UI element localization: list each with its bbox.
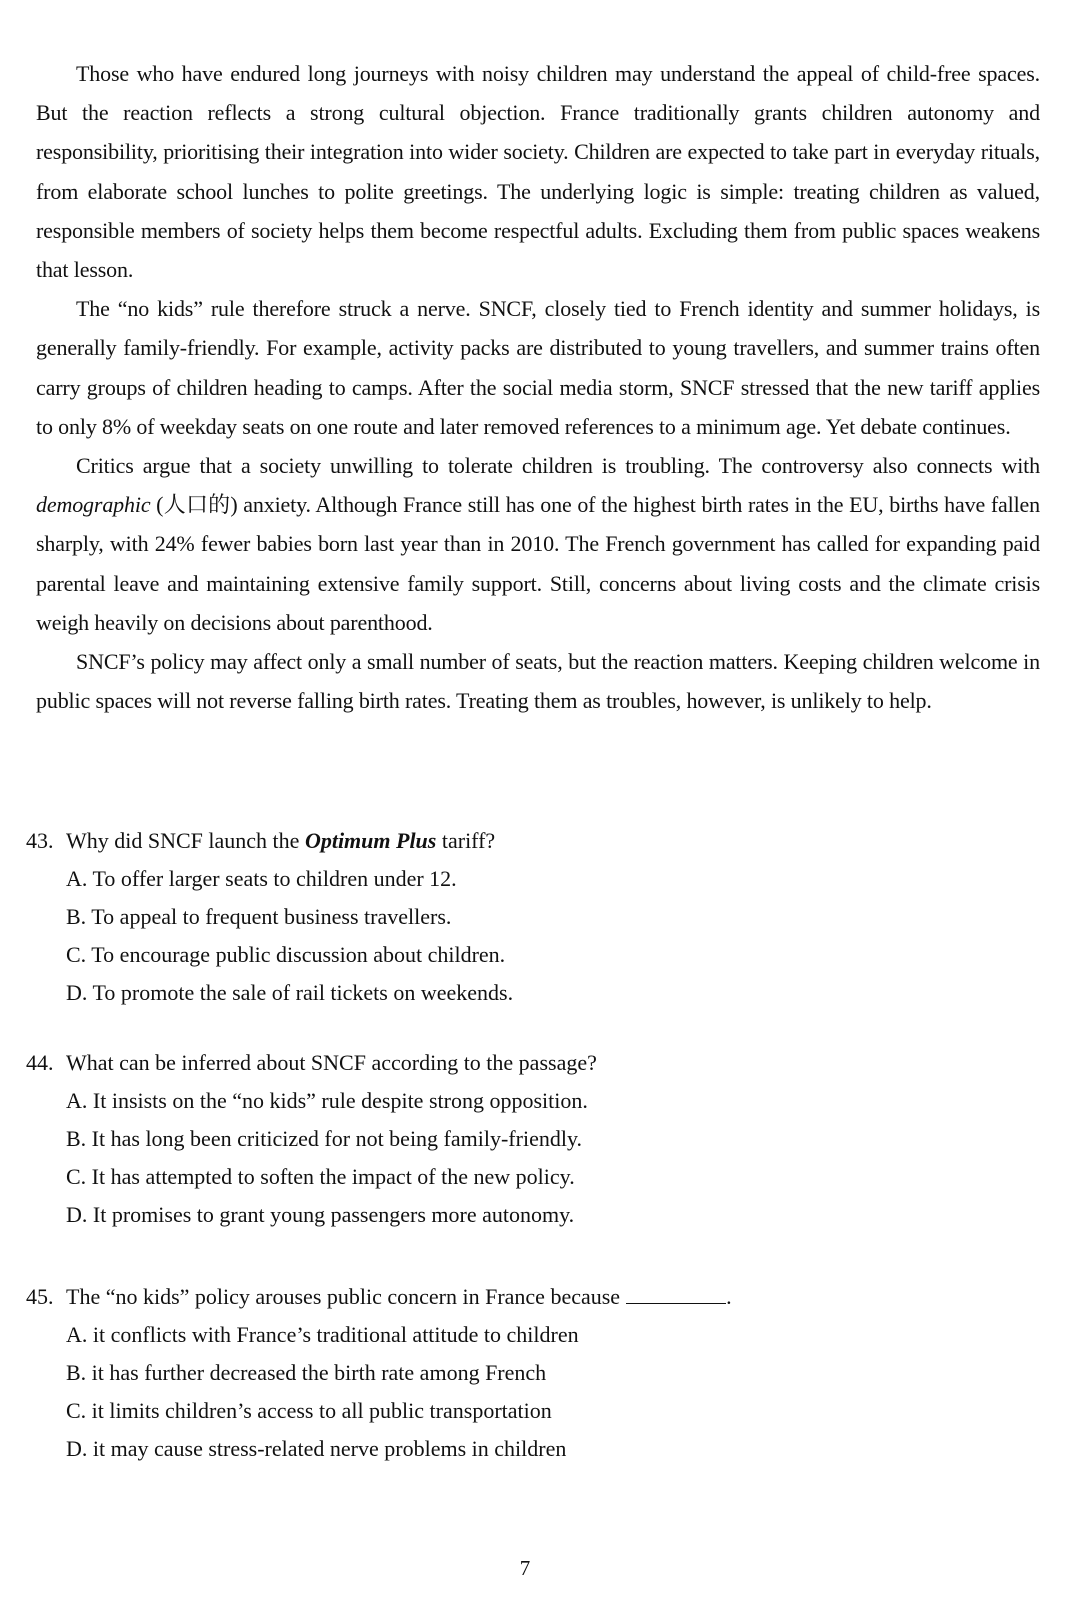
question-45 [0,1278,1080,1468]
question-number: 45. [26,1284,54,1309]
question-44 [0,1044,1080,1234]
question-number: 43. [26,828,54,853]
answer-option-d: D. it may cause stress-related nerve problems in children [66,1436,567,1461]
page-number: 7 [519,1556,531,1580]
reading-passage [36,54,1040,720]
answer-option-d: D. It promises to grant young passengers more autonomy. [66,1202,575,1227]
answer-option-c: C. It has attempted to soften the impact of the new policy. [66,1164,575,1189]
answer-blank [626,1283,726,1304]
answer-option-b: B. it has further decreased the birth rate among French [66,1360,547,1385]
passage-paragraph [36,446,1040,642]
question-number: 44. [26,1050,54,1075]
paragraph-text: (人口的) anxiety. Although France still has one of the highest birth rates in the EU, births have fallen sharply, with 24% fewer babies born last year than in 2010. The French government has called for expanding paid parental leave and maintaining extensive family support. Still, concerns about living costs and the climate crisis weigh heavily on decisions about parenthood. [36,492,1040,635]
question-43 [0,822,1080,1012]
answer-option-b: B. To appeal to frequent business travellers. [66,904,452,929]
stem-text: Why did SNCF launch the [66,828,305,853]
answer-option-a: A. To offer larger seats to children under 12. [66,866,457,891]
answer-option-d: D. To promote the sale of rail tickets on weekends. [66,980,514,1005]
question-stem [0,822,1080,860]
question-stem [0,1278,1080,1316]
italic-term: demographic [36,492,151,518]
stem-text: What can be inferred about SNCF according to the passage? [66,1050,597,1075]
answer-option-b: B. It has long been criticized for not being family-friendly. [66,1126,583,1151]
question-stem [0,1044,1080,1082]
stem-text: The “no kids” policy arouses public concern in France because [66,1284,621,1309]
answer-option-c: C. To encourage public discussion about children. [66,942,506,967]
passage-paragraph: The “no kids” rule therefore struck a nerve. SNCF, closely tied to French identity and summer holidays, is generally family-friendly. For example, activity packs are distributed to young travellers, and summer trains often carry groups of children heading to camps. After the social media storm, SNCF stressed that the new tariff applies to only 8% of weekday seats on one route and later removed references to a minimum age. Yet debate continues. [36,296,1040,439]
stem-emphasis: Optimum Plus [304,828,437,853]
answer-option-a: A. It insists on the “no kids” rule despite strong opposition. [66,1088,588,1113]
stem-text: tariff? [436,828,496,853]
stem-end: . [726,1284,732,1309]
passage-paragraph: Those who have endured long journeys with noisy children may understand the appeal of child-free spaces. But the reaction reflects a strong cultural objection. France traditionally grants children autonomy and responsibility, prioritising their integration into wider society. Children are expected to take part in everyday rituals, from elaborate school lunches to polite greetings. The underlying logic is simple: treating children as valued, responsible members of society helps them become respectful adults. Excluding them from public spaces weakens that lesson. [36,61,1040,283]
answer-option-a: A. it conflicts with France’s traditional attitude to children [66,1322,579,1347]
answer-option-c: C. it limits children’s access to all public transportation [66,1398,552,1423]
passage-paragraph: SNCF’s policy may affect only a small number of seats, but the reaction matters. Keeping children welcome in public spaces will not reverse falling birth rates. Treating them as troubles, however, is unlikely to help. [36,649,1040,714]
paragraph-text: Critics argue that a society unwilling to tolerate children is troubling. The controversy also connects with [76,453,1040,479]
